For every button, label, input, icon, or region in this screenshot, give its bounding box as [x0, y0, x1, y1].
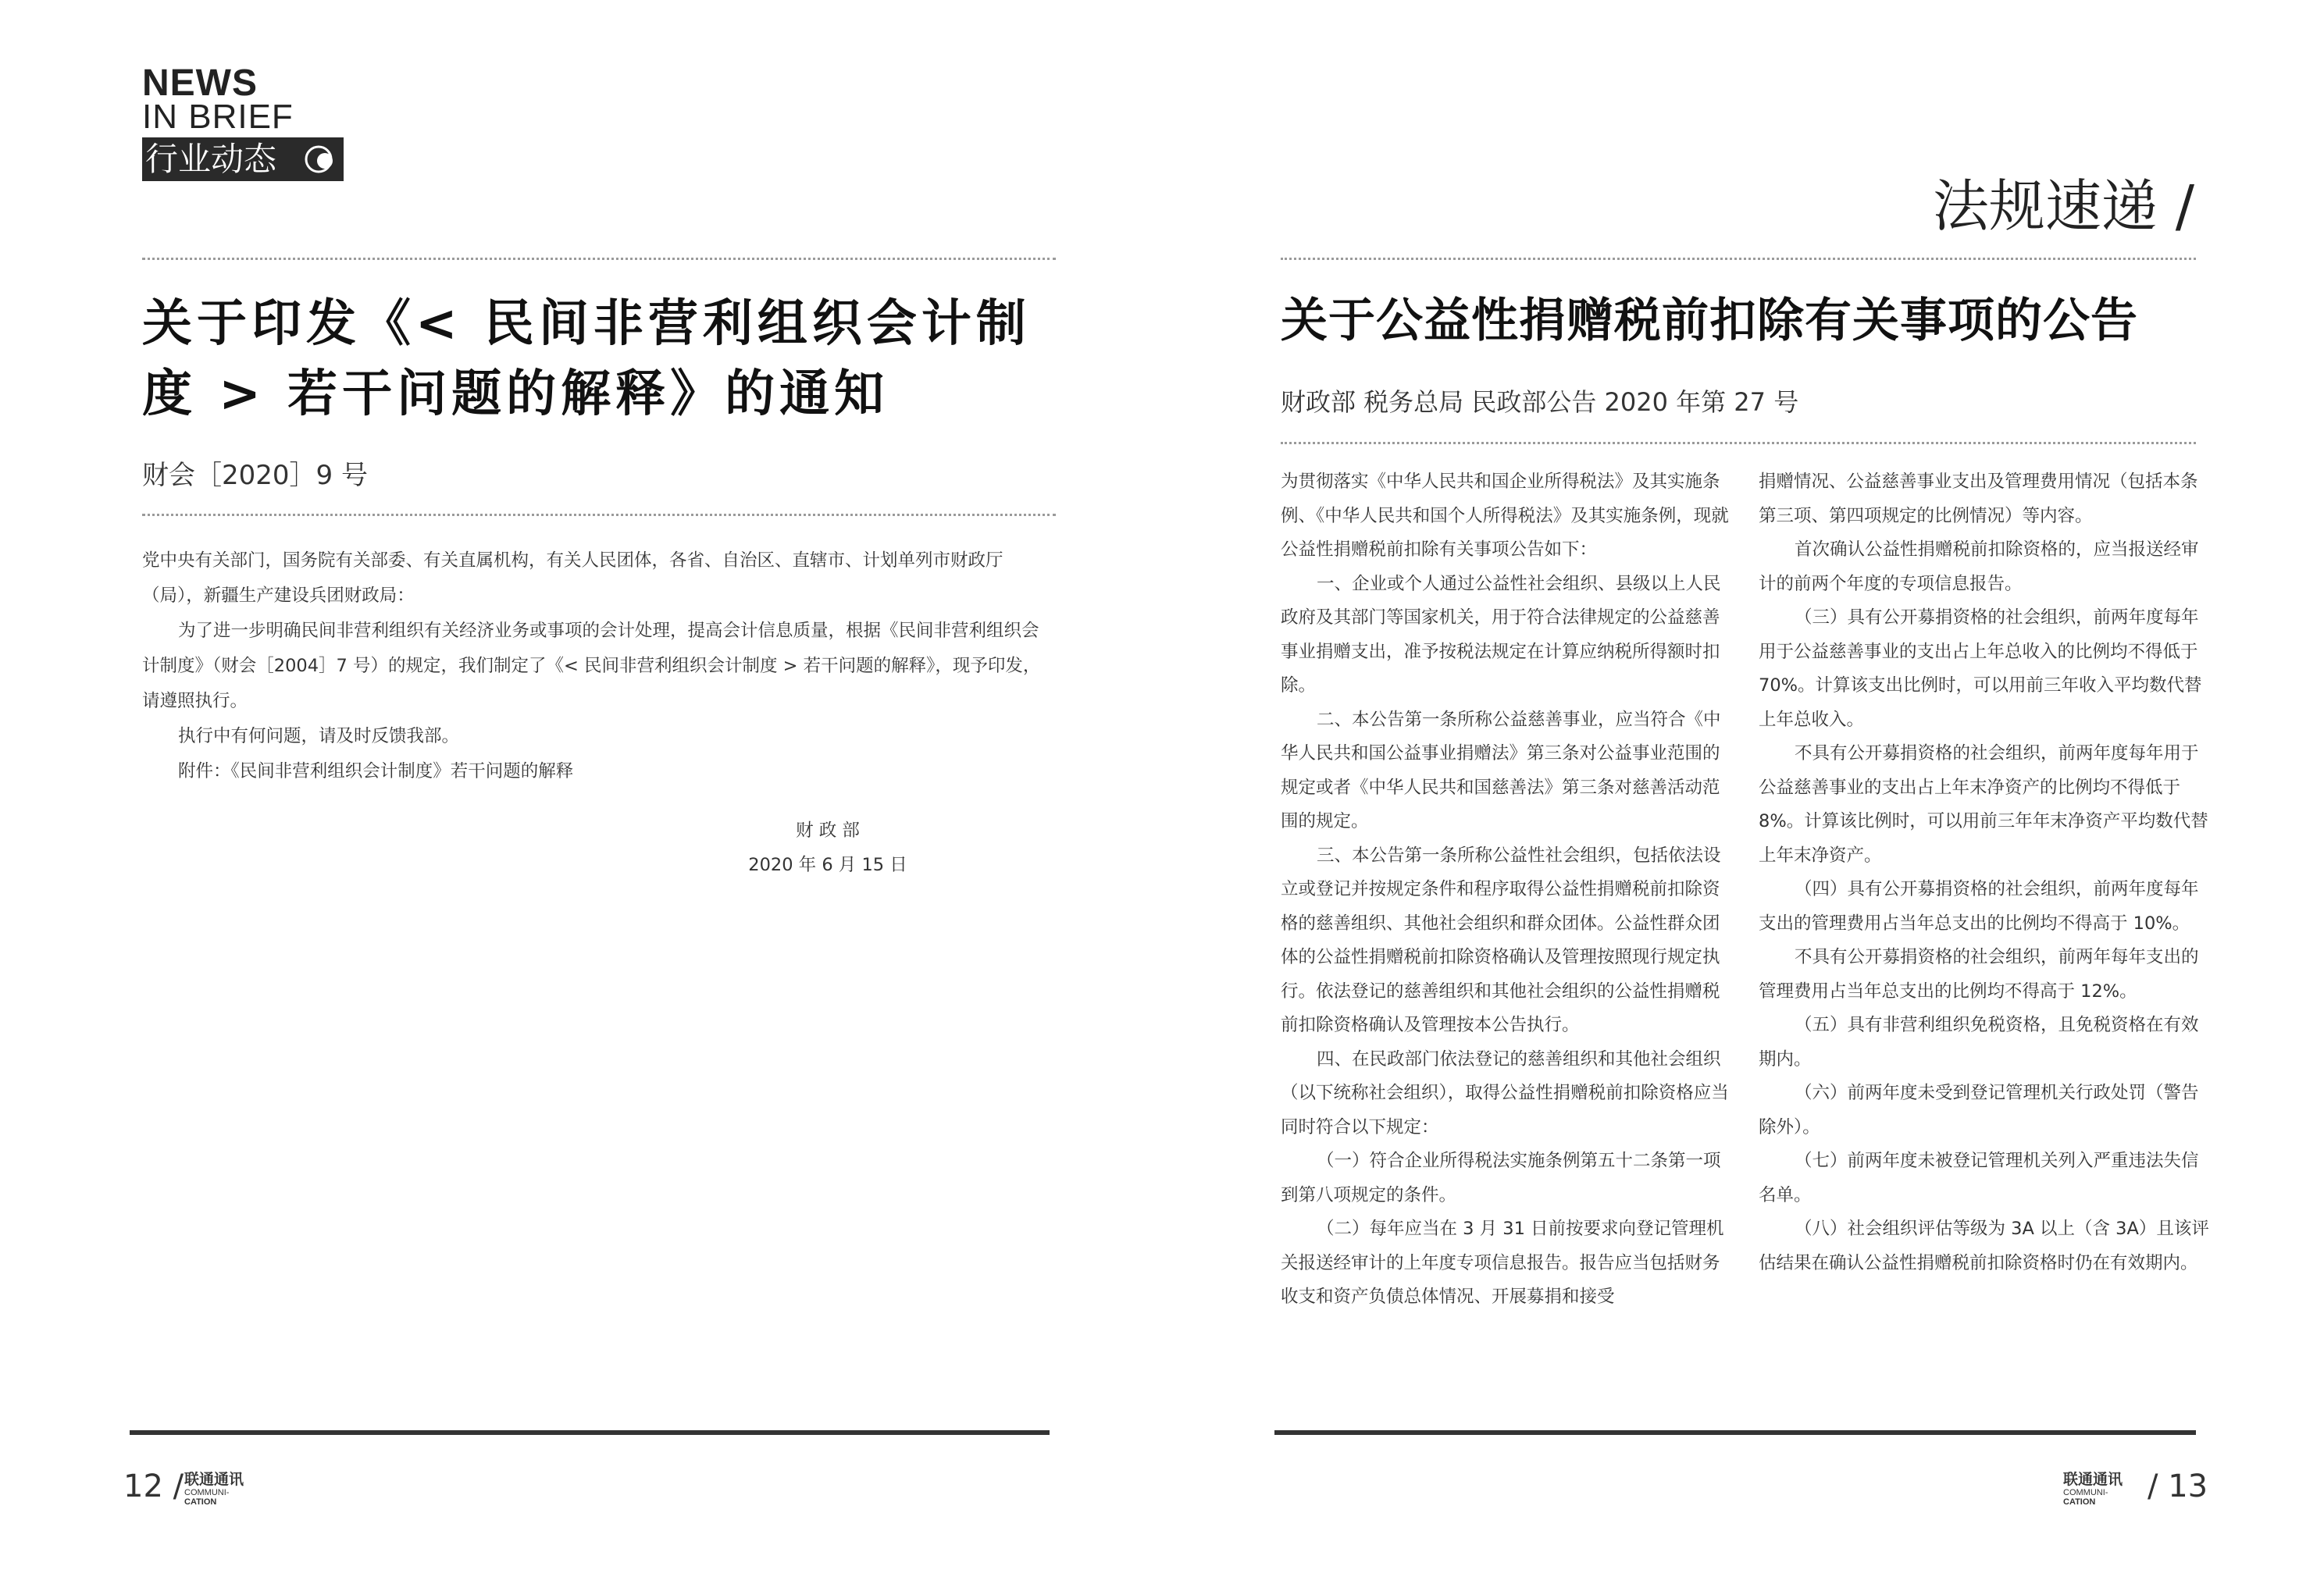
right-col2-paragraph: 不具有公开募捐资格的社会组织，前两年每年支出的管理费用占当年总支出的比例均不得高于 12%。: [1759, 947, 2199, 1002]
left-title-line-1: 关于印发《< 民间非营利组织会计制: [142, 295, 1031, 353]
right-col1-paragraph: （一）符合企业所得税法实施条例第五十二条第一项到第八项规定的条件。: [1281, 1151, 1721, 1205]
right-top-divider: [1281, 258, 2196, 260]
right-col1-paragraph: 三、本公告第一条所称公益性社会组织，包括依法设立或登记并按规定条件和程序取得公益性捐赠税前扣除资格的慈善组织、其他社会组织和群众团体。公益性群众团体的公益性捐赠税前扣除资格确认及管理按照现行规定执行。依法登记的慈善组织和其他社会组织的公益性捐赠税前扣除资格确认及管理按本公告执行。: [1281, 845, 1721, 1035]
right-column-2: [1759, 465, 2212, 1280]
right-footer-logo: [2063, 1471, 2149, 1507]
right-col2-paragraph: （四）具有公开募捐资格的社会组织，前两年度每年支出的管理费用占当年总支出的比例均不得高于 10%。: [1759, 879, 2199, 934]
masthead: [142, 62, 400, 183]
logo-cn: 联通通讯: [2063, 1471, 2123, 1488]
left-signature: 财 政 部: [796, 821, 860, 841]
left-title-line-2: 度 > 若干问题的解释》的通知: [142, 365, 889, 423]
right-col1-paragraph: 为贯彻落实《中华人民共和国企业所得税法》及其实施条例、《中华人民共和国个人所得税法》及其实施条例，现就公益性捐赠税前扣除有关事项公告如下：: [1281, 472, 1729, 560]
left-footer-rule: [130, 1430, 1050, 1435]
logo-en-2: CATION: [2063, 1497, 2096, 1507]
right-page-number: / 13: [2148, 1468, 2208, 1504]
leaf-icon: [301, 144, 339, 175]
left-doc-number: 财会［2020］9 号: [142, 460, 368, 491]
right-col2-paragraph: （八）社会组织评估等级为 3A 以上（含 3A）且该评估结果在确认公益性捐赠税前扣除资格时仍在有效期内。: [1759, 1219, 2209, 1273]
masthead-news: NEWS: [142, 62, 258, 104]
right-col1-paragraph: 一、企业或个人通过公益性社会组织、县级以上人民政府及其部门等国家机关，用于符合法律规定的公益慈善事业捐赠支出，准予按税法规定在计算应纳税所得额时扣除。: [1281, 573, 1721, 696]
right-col2-paragraph: 捐赠情况、公益慈善事业支出及管理费用情况（包括本条第三项、第四项规定的比例情况）等内容。: [1759, 472, 2198, 526]
left-date: 2020 年 6 月 15 日: [748, 855, 907, 875]
left-paragraph: 执行中有何问题，请及时反馈我部。: [178, 726, 460, 746]
logo-cn: 联通通讯: [184, 1471, 244, 1488]
right-body-divider: [1281, 442, 2196, 444]
right-col2-paragraph: （五）具有非营利组织免税资格，且免税资格在有效期内。: [1759, 1015, 2199, 1070]
left-body-divider: [142, 514, 1056, 516]
right-column-1: [1281, 465, 1734, 1315]
right-col1-paragraph: 二、本公告第一条所称公益慈善事业，应当符合《中华人民共和国公益事业捐赠法》第三条对公益事业范围的规定或者《中华人民共和国慈善法》第三条对慈善活动范围的规定。: [1281, 709, 1721, 831]
logo-en-1: COMMUNI-: [184, 1488, 230, 1497]
right-col2-paragraph: （六）前两年度未受到登记管理机关行政处罚（警告除外）。: [1759, 1083, 2199, 1137]
left-article-body: [142, 543, 1056, 789]
left-page-number: 12 /: [123, 1468, 184, 1504]
left-top-divider: [142, 258, 1056, 260]
right-col2-paragraph: 首次确认公益性捐赠税前扣除资格的，应当报送经审计的前两个年度的专项信息报告。: [1759, 539, 2199, 594]
right-subtitle: 财政部 税务总局 民政部公告 2020 年第 27 号: [1281, 387, 1799, 417]
left-paragraph: 附件：《民间非营利组织会计制度》若干问题的解释: [178, 761, 574, 781]
right-col1-paragraph: 四、在民政部门依法登记的慈善组织和其他社会组织（以下统称社会组织），取得公益性捐赠税前扣除资格应当同时符合以下规定：: [1281, 1048, 1729, 1137]
section-label: 法规速递 /: [1932, 173, 2194, 239]
masthead-cn-bar: [142, 137, 344, 181]
left-article-title: [142, 289, 1071, 429]
logo-en-1: COMMUNI-: [2063, 1488, 2108, 1497]
logo-en-2: CATION: [184, 1497, 217, 1507]
left-paragraph: 为了进一步明确民间非营利组织有关经济业务或事项的会计处理，提高会计信息质量，根据《民间非营利组织会计制度》（财会［2004］7 号）的规定，我们制定了《< 民间非营利组织会计制度 > 若干问题的解释》，现予印发，请遵照执行。: [142, 621, 1041, 711]
right-article-title: 关于公益性捐赠税前扣除有关事项的公告: [1281, 294, 2138, 348]
masthead-cn: 行业动态: [145, 140, 277, 178]
right-col2-paragraph: （三）具有公开募捐资格的社会组织，前两年度每年用于公益慈善事业的支出占上年总收入的比例均不得低于 70%。计算该支出比例时，可以用前三年收入平均数代替上年总收入。: [1759, 607, 2202, 730]
right-col2-paragraph: （七）前两年度未被登记管理机关列入严重违法失信名单。: [1759, 1151, 2199, 1205]
right-footer-rule: [1274, 1430, 2196, 1435]
left-footer-logo: [184, 1471, 270, 1507]
masthead-in-brief: IN BRIEF: [142, 98, 294, 136]
right-col1-paragraph: （二）每年应当在 3 月 31 日前按要求向登记管理机关报送经审计的上年度专项信息报告。报告应当包括财务收支和资产负债总体情况、开展募捐和接受: [1281, 1219, 1724, 1307]
right-col2-paragraph: 不具有公开募捐资格的社会组织，前两年度每年用于公益慈善事业的支出占上年末净资产的比例均不得低于 8%。计算该比例时，可以用前三年年末净资产平均数代替上年末净资产。: [1759, 743, 2208, 866]
left-paragraph: 党中央有关部门，国务院有关部委、有关直属机构，有关人民团体，各省、自治区、直辖市、计划单列市财政厅（局），新疆生产建设兵团财政局：: [142, 550, 1003, 606]
